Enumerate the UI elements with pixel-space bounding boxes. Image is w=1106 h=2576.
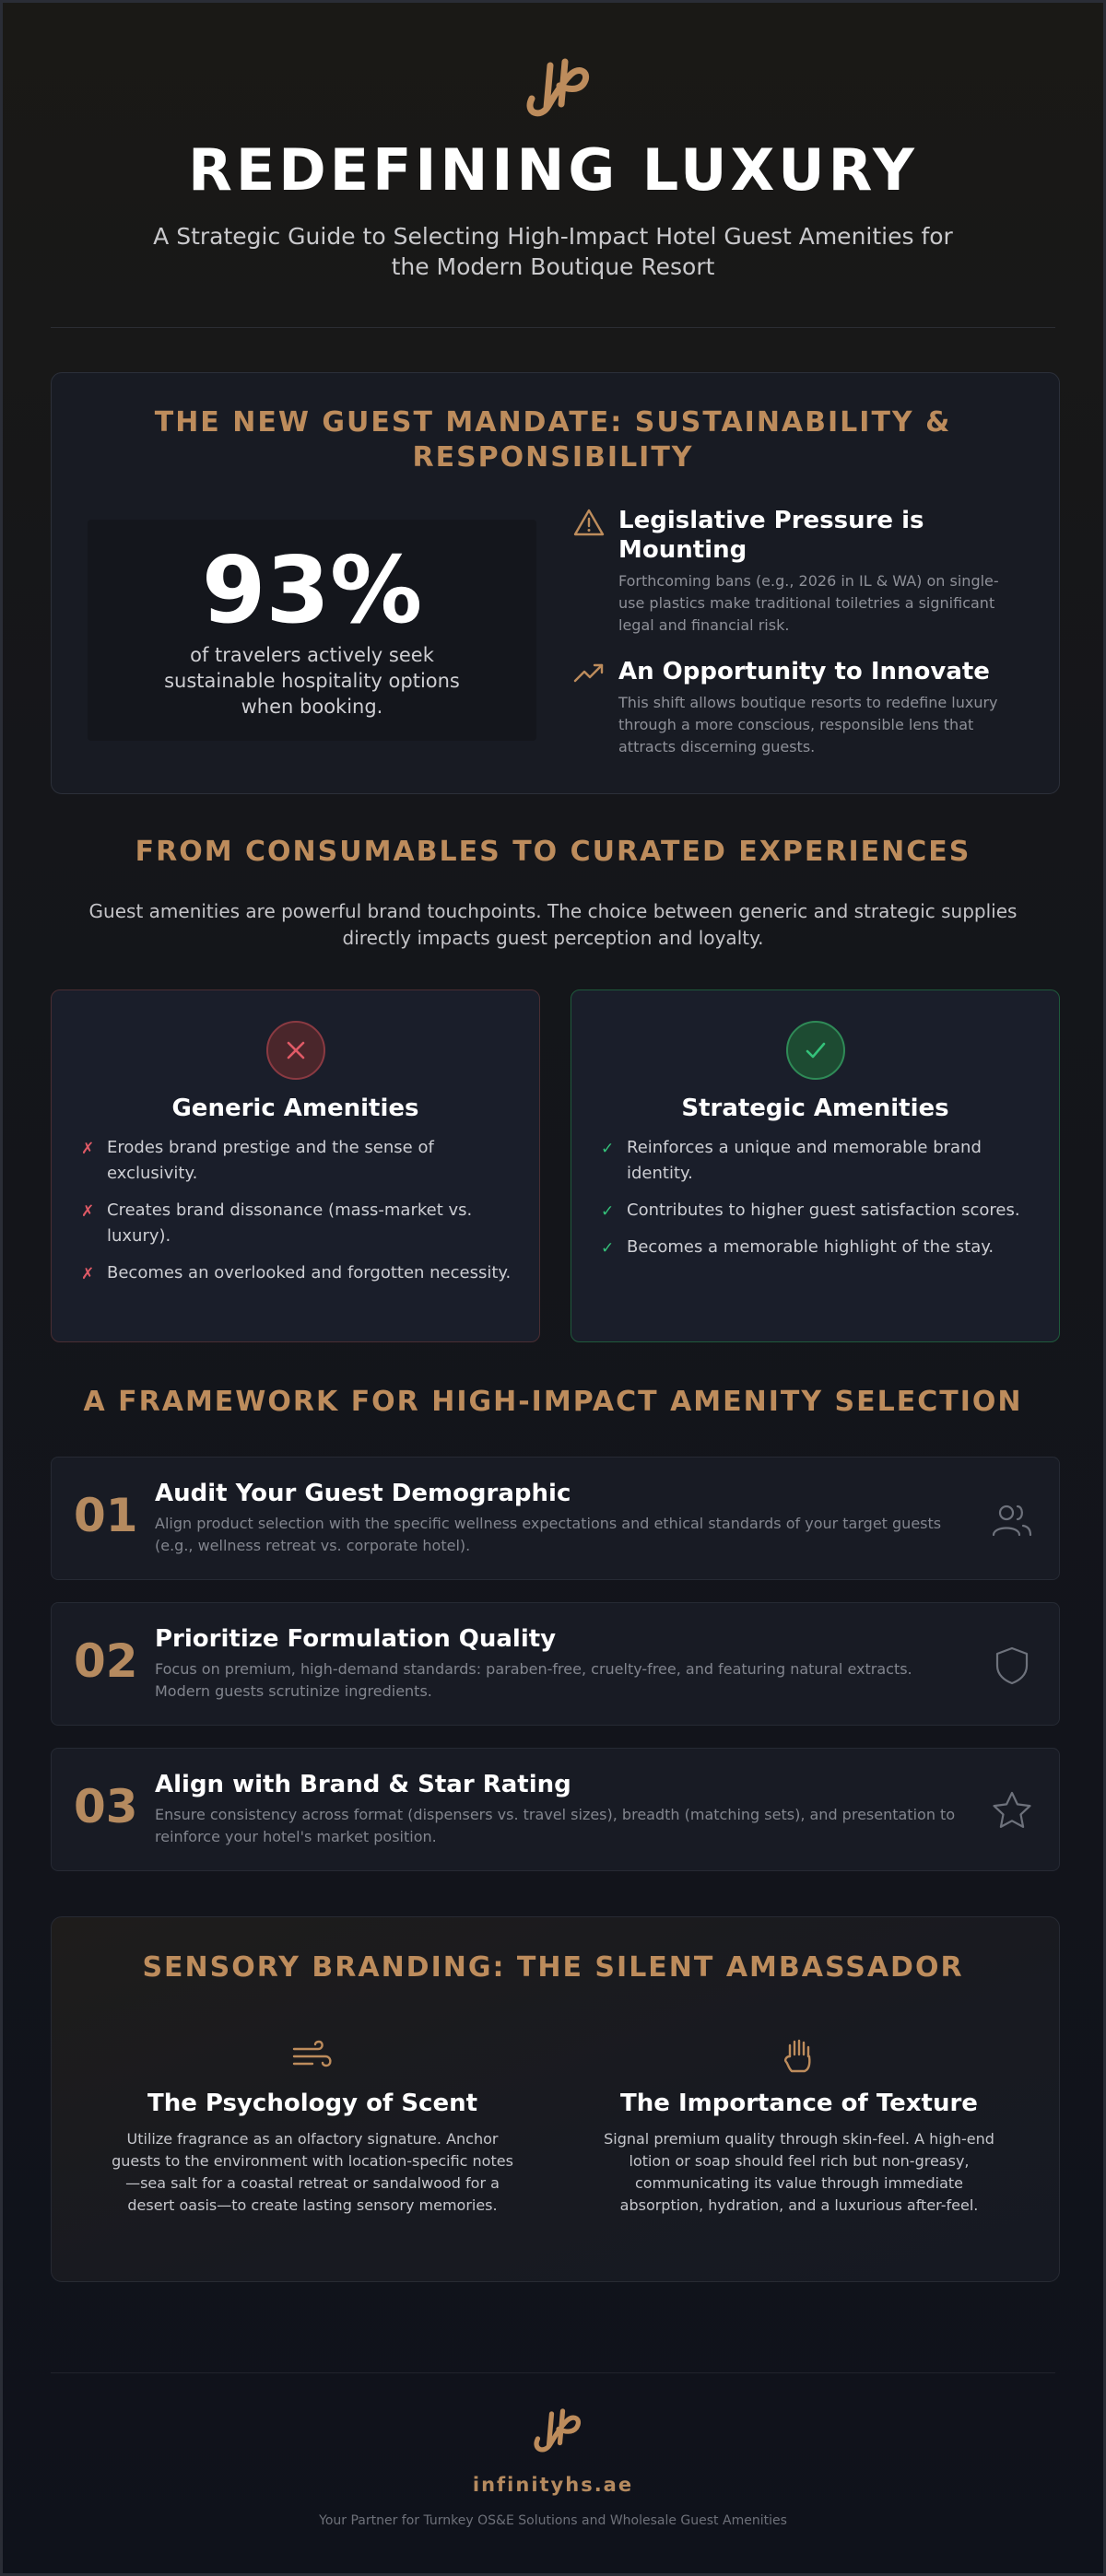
step-title: Audit Your Guest Demographic [155,1480,571,1507]
brand-logo-icon [519,54,593,121]
generic-title: Generic Amenities [171,1095,419,1122]
page-subtitle: A Strategic Guide to Selecting High-Impact Hotel Guest Amenities for the Modern Boutique Resort [153,223,953,280]
strategic-title: Strategic Amenities [681,1095,949,1122]
cross-mark-icon: ✗ [81,1202,95,1221]
step-title: Align with Brand & Star Rating [155,1771,571,1798]
footer-tagline: Your Partner for Turnkey OS&E Solutions and Wholesale Guest Amenities [319,2513,787,2528]
page-title: REDEFINING LUXURY [188,136,918,204]
stat-description: of travelers actively seek sustainable hospitality options when booking. [164,644,460,718]
step-number: 01 [74,1489,138,1542]
wind-icon [290,2036,335,2077]
strategic-list [601,1135,1031,1271]
sensory-title: SENSORY BRANDING: THE SILENT AMBASSADOR [142,1951,964,1984]
cross-mark-icon: ✗ [81,1265,95,1283]
check-mark-icon: ✓ [601,1140,615,1158]
warning-icon [572,506,606,539]
step-number: 02 [74,1634,138,1688]
users-icon [990,1498,1034,1542]
step-title: Prioritize Formulation Quality [155,1625,557,1653]
check-circle [786,1021,845,1080]
hand-icon [777,2036,821,2077]
point-title: An Opportunity to Innovate [618,658,990,685]
mandate-title: THE NEW GUEST MANDATE: SUSTAINABILITY & RESPONSIBILITY [154,406,952,474]
list-item: ✗ Becomes an overlooked and forgotten necessity. [81,1260,512,1286]
close-icon [283,1037,309,1063]
step-text: Align product selection with the specific wellness expectations and ethical standards of your target guests (e.g., wellness retreat vs. corporate hotel). [155,1515,942,1554]
list-item: ✓ Contributes to higher guest satisfaction scores. [601,1198,1031,1224]
sense-title: The Importance of Texture [620,2090,978,2117]
point-legislative [572,506,1006,637]
stat-value: 93% [201,536,423,644]
step-text: Focus on premium, high-demand standards: paraben-free, cruelty-free, and featuring natural extracts. Modern guests scrutinize ingredients. [155,1660,912,1700]
list-item: ✓ Becomes a memorable highlight of the stay. [601,1235,1031,1260]
experiences-intro: Guest amenities are powerful brand touchpoints. The choice between generic and strategic supplies directly impacts guest perception and loyalty. [88,900,1018,949]
check-mark-icon: ✓ [601,1239,615,1258]
sensory-scent [110,2036,515,2217]
stat-box [88,520,536,741]
strategic-amenities-card [571,989,1060,1342]
list-item: ✗ Erodes brand prestige and the sense of exclusivity. [81,1138,434,1183]
header-divider [51,327,1055,328]
brand-logo-icon [528,2406,583,2455]
step-text: Ensure consistency across format (dispensers vs. travel sizes), breadth (matching sets), and presentation to reinforce your hotel's market position. [155,1806,956,1845]
sensory-texture [596,2036,1002,2217]
check-mark-icon: ✓ [601,1202,615,1221]
framework-step-02 [51,1602,1060,1726]
x-circle [266,1021,325,1080]
step-number: 03 [74,1780,138,1833]
framework-title: A FRAMEWORK FOR HIGH-IMPACT AMENITY SELECTION [83,1386,1023,1418]
generic-amenities-card [51,989,540,1342]
framework-step-01 [51,1457,1060,1580]
star-icon [990,1789,1034,1833]
check-icon [803,1037,829,1063]
point-opportunity [572,657,1006,758]
cross-mark-icon: ✗ [81,1140,95,1158]
sense-title: The Psychology of Scent [147,2090,478,2117]
list-item: ✓ Reinforces a unique and memorable brand identity. [601,1138,982,1183]
generic-list [81,1135,512,1297]
sense-text: Signal premium quality through skin-feel. A high-end lotion or soap should feel rich but non-greasy, communicating its value through immediate absorption, hydration, and a luxurious after-feel. [604,2130,994,2214]
point-text: Forthcoming bans (e.g., 2026 in IL & WA) on single-use plastics make traditional toiletries a significant legal and financial risk. [618,572,999,634]
experiences-title: FROM CONSUMABLES TO CURATED EXPERIENCES [135,836,971,868]
sense-text: Utilize fragrance as an olfactory signature. Anchor guests to the environment with location-specific notes—sea salt for a coastal retreat or sandalwood for a desert oasis—to create lasting sensory memories. [112,2130,513,2214]
point-title: Legislative Pressure is Mounting [618,507,924,564]
framework-step-03 [51,1748,1060,1871]
shield-icon [990,1644,1034,1688]
trend-up-icon [572,657,606,690]
list-item: ✗ Creates brand dissonance (mass-market vs. luxury). [81,1200,473,1246]
footer-divider [51,2372,1055,2373]
point-text: This shift allows boutique resorts to redefine luxury through a more conscious, responsible lens that attracts discerning guests. [618,694,998,755]
website-link[interactable]: infinityhs.ae [472,2474,634,2496]
